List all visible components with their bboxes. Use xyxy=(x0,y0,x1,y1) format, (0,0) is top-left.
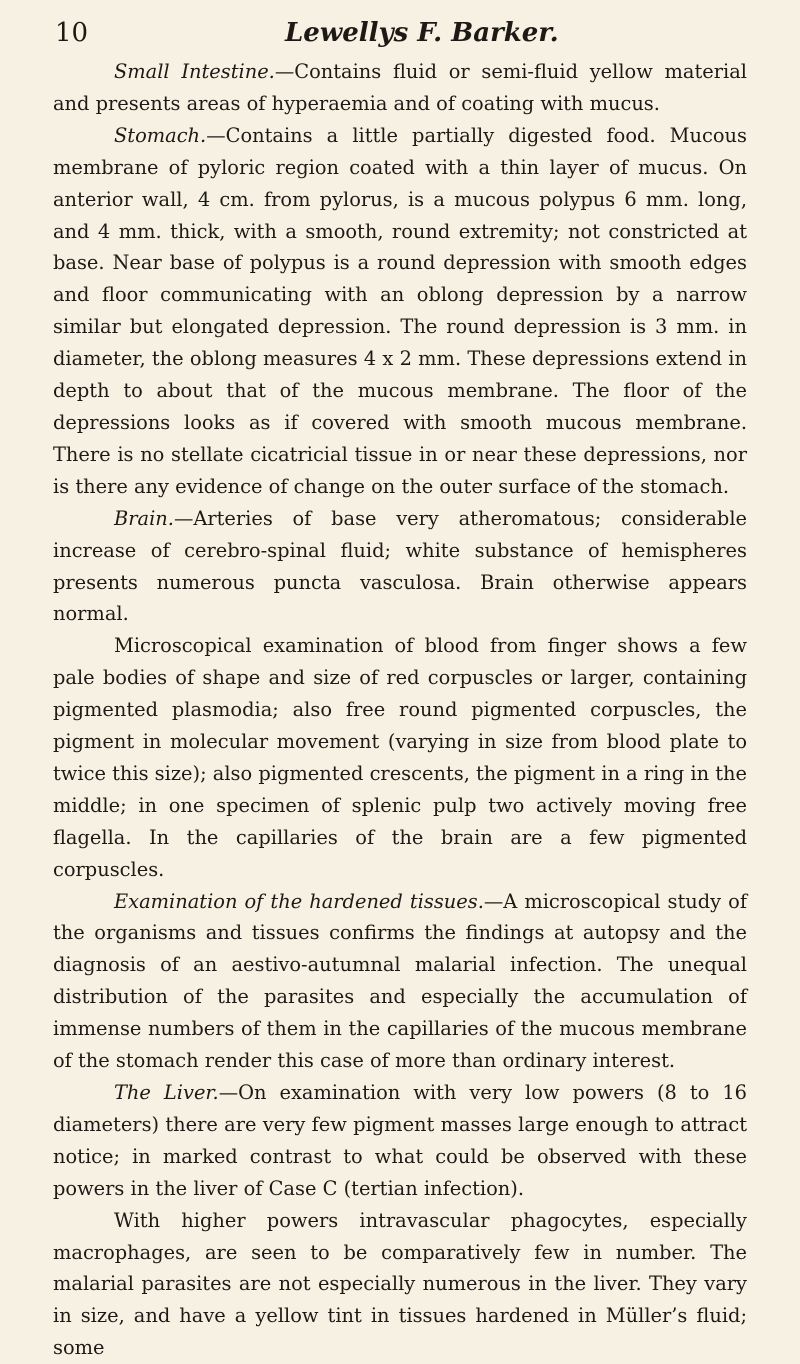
paragraph-text: —Arteries of base very atheromatous; considerable increase of cerebro-spinal fluid; white substance of hemispheres presents numerous puncta vasculosa. Brain otherwise appears normal. xyxy=(53,506,747,626)
paragraph-text: —Contains a little partially digested food. Mucous membrane of pyloric region coated with a thin layer of mucus. On anterior wall, 4 cm. from pylorus, is a mucous polypus 6 mm. long, and 4 mm. thick, with a smooth, round extremity; not constricted at base. Near base of polypus is a round depression with smooth edges and floor communicating with an oblong depression by a narrow similar but elongated depression. The round depression is 3 mm. in diameter, the oblong measures 4 x 2 mm. These depressions extend in depth to about that of the mucous membrane. The floor of the depressions looks as if covered with smooth mucous membrane. There is no stellate cicatricial tissue in or near these depressions, nor is there any evidence of change on the outer surface of the stomach. xyxy=(53,123,747,498)
paragraph-liver xyxy=(53,1077,747,1205)
paragraph-hardened-tissues xyxy=(53,886,747,1077)
paragraph-text: —A microscopical study of the organisms and tissues confirms the findings at autopsy and the diagnosis of an aestivo-autumnal malarial infection. The unequal distribution of the parasites and especially the accumulation of immense numbers of them in the capillaries of the mucous membrane of the stomach render this case of more than ordinary interest. xyxy=(53,889,747,1073)
body-text xyxy=(53,56,748,1360)
paragraph-higher-powers xyxy=(53,1205,747,1364)
paragraph-small-intestine xyxy=(53,56,747,120)
running-head xyxy=(55,16,745,50)
paragraph-text: Microscopical examination of blood from finger shows a few pale bodies of shape and size of red corpuscles or larger, containing pigmented plasmodia; also free round pigmented corpuscles, the pigment in molecular movement (varying in size from blood plate to twice this size); also pigmented crescents, the pigment in a ring in the middle; in one specimen of splenic pulp two actively moving free flagella. In the capillaries of the brain are a few pigmented corpuscles. xyxy=(53,634,747,881)
paragraph-heading: Stomach. xyxy=(114,123,207,147)
paragraph-heading: Small Intestine. xyxy=(114,60,275,83)
paragraph-text: —On examination with very low powers (8 to 16 diameters) there are very few pigment masses large enough to attract notice; in marked contrast to what could be observed with these powers in the liver of Case C (tertian infection). xyxy=(53,1081,748,1200)
paragraph-heading: Brain. xyxy=(114,506,174,530)
paragraph-text: With higher powers intravascular phagocytes, especially macrophages, are seen to be comparatively few in number. The malarial parasites are not especially numerous in the liver. They vary in size, and have a yellow tint in tissues hardened in Müller’s fluid; some xyxy=(53,1208,747,1360)
paragraph-heading: The Liver. xyxy=(114,1081,219,1104)
page-number: 10 xyxy=(55,18,89,48)
paragraph-blood-examination xyxy=(53,630,747,885)
paragraph-brain xyxy=(53,503,747,631)
paragraph-heading: Examination of the hardened tissues. xyxy=(114,889,484,913)
running-title: Lewellys F. Barker. xyxy=(285,18,559,48)
paragraph-text: —Contains fluid or semi-fluid yellow material and presents areas of hyperaemia and of coating with mucus. xyxy=(53,60,747,115)
paragraph-stomach xyxy=(53,120,747,503)
